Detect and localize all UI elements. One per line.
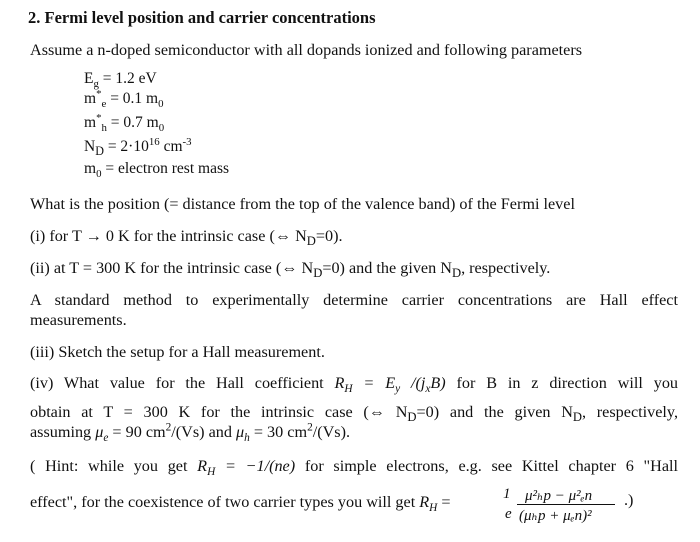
question-iv-line2: obtain at T = 300 K for the intrinsic case (⇔ $N_D=0$) and the given $N_D$, respectively, (30, 403, 678, 425)
hall-coefficient-formula: $R_H = E_y$ $/(j_xB)$ (334, 374, 446, 396)
hint-line2: effect", for the coexistence of two carrier types you will get $R_H$ = (30, 493, 451, 515)
fraction-bar (517, 504, 615, 505)
param-nd: $N_D = 2\cdot 10^{16}$ $cm^{-3}$ (84, 135, 192, 159)
question-text: What is the position (= distance from the top of the valence band) of the Fermi level (30, 195, 575, 213)
problem-title: 2. Fermi level position and carrier concentrations (28, 8, 376, 27)
hall-intro-line1: A standard method to experimentally determine carrier concentrations are Hall effect (30, 291, 678, 309)
fraction-denominator-e: e (505, 506, 512, 522)
param-me: $m^*_e = 0.1$ $m_0$ (84, 87, 164, 111)
simple-electron-formula: $R_H = -1/(ne)$ (197, 457, 296, 479)
fraction-numerator: μ²ₕp − μ²ₑn (525, 488, 593, 504)
question-iv-line3: assuming $\mu_e = 90$ $cm^2/(Vs)$ and $\mu_h = 30$ $cm^2/(Vs)$. (30, 421, 351, 445)
intro-text: Assume a n-doped semiconductor with all dopands ionized and following parameters (30, 41, 583, 59)
fraction-numerator-one: 1 (503, 486, 511, 502)
param-mh: $m^*_h = 0.7$ $m_0$ (84, 111, 165, 135)
question-i: (i) for T → 0 K for the intrinsic case (⇔ $N_D=0$). (30, 227, 343, 249)
question-ii: (ii) at T = 300 K for the intrinsic case (⇔ $N_D=0$) and the given $N_D$, respectively. (30, 259, 551, 281)
question-iv-line1: (iv) What value for the Hall coefficient $R_H = E_y$ $/(j_xB)$ for B in z direction will you (30, 374, 679, 396)
hall-intro-line2: measurements. (30, 311, 127, 329)
fraction-denominator: (μₕp + μₑn)² (519, 508, 592, 524)
hint-line1: ( Hint: while you get $R_H = -1/(ne)$ for simple electrons, e.g. see Kittel chapter 6 "Hall (30, 457, 679, 479)
hint-closing: .) (624, 491, 634, 509)
question-iii: (iii) Sketch the setup for a Hall measurement. (30, 343, 325, 361)
param-m0: $m_0$ = electron rest mass (84, 160, 230, 181)
param-eg: $E_g = 1.2$ eV (84, 70, 157, 91)
two-carrier-formula-lhs: $R_H$ = (419, 493, 451, 515)
